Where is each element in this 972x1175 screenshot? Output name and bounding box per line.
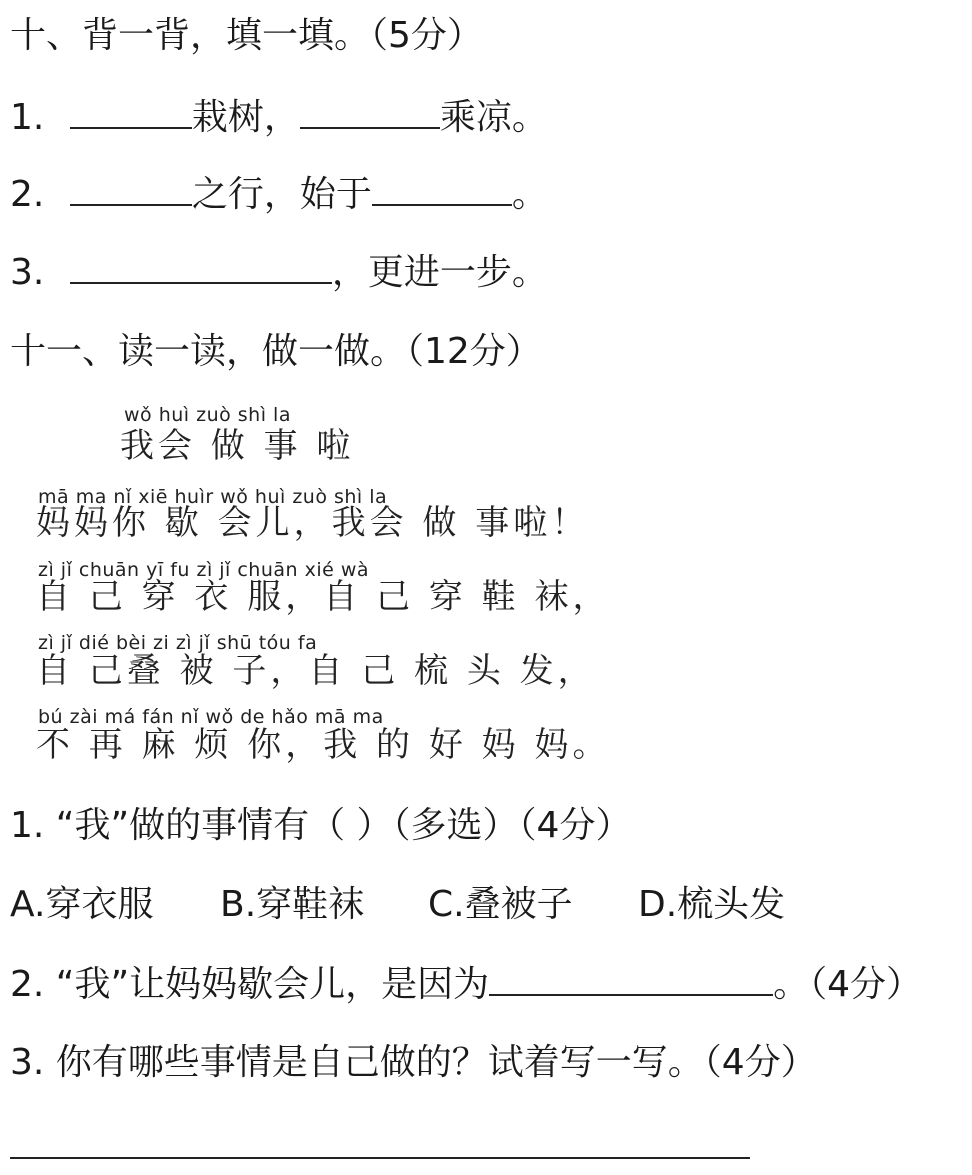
question-number: 3. — [10, 252, 45, 293]
fill-blank[interactable] — [489, 964, 773, 996]
answer-line[interactable] — [10, 1157, 750, 1159]
fill-blank[interactable] — [300, 97, 440, 129]
poem-line-pinyin: mā ma nǐ xiē huìr wǒ huì zuò shì la — [38, 486, 388, 508]
fill-blank[interactable] — [70, 97, 192, 129]
poem-title-pinyin: wǒ huì zuò shì la — [124, 404, 291, 426]
poem-line: 自 己 穿 衣 服，自 己 穿 鞋 袜， — [36, 577, 611, 617]
option-b[interactable]: B.穿鞋袜 — [220, 884, 365, 925]
question-number: 2. — [10, 174, 45, 215]
option-c[interactable]: C.叠被子 — [428, 884, 573, 925]
question-10-2 — [10, 173, 548, 217]
question-number: 1. — [10, 97, 45, 138]
poem-line-pinyin: zì jǐ dié bèi zi zì jǐ shū tóu fa — [38, 632, 318, 654]
poem-line: 不 再 麻 烦 你，我 的 好 妈 妈。 — [36, 725, 611, 765]
question-text: 。 — [511, 174, 548, 215]
question-text: 2. “我”让妈妈歇会儿，是因为 — [10, 964, 490, 1005]
question-text: 栽树， — [191, 97, 300, 138]
question-text: 乘凉。 — [439, 97, 548, 138]
fill-blank[interactable] — [70, 252, 332, 284]
question-text: ，更进一步。 — [331, 252, 548, 293]
section-10-title: 十、背一背，填一填。（5分） — [10, 15, 483, 56]
option-a[interactable]: A.穿衣服 — [10, 884, 154, 925]
question-11-1: 1. “我”做的事情有（ ）（多选）（4分） — [10, 805, 632, 846]
poem-line: 妈妈你 歇 会儿，我会 做 事啦！ — [36, 503, 590, 543]
poem-line-pinyin: bú zài má fán nǐ wǒ de hǎo mā ma — [38, 706, 384, 728]
fill-blank[interactable] — [70, 174, 192, 206]
fill-blank[interactable] — [372, 174, 512, 206]
question-11-3: 3. 你有哪些事情是自己做的？试着写一写。（4分） — [10, 1042, 817, 1083]
question-text: 。（4分） — [773, 964, 922, 1005]
question-11-2 — [10, 963, 922, 1007]
option-d[interactable]: D.梳头发 — [638, 884, 786, 925]
poem-line: 自 己叠 被 子，自 己 梳 头 发， — [36, 651, 596, 691]
question-10-1 — [10, 96, 548, 140]
poem-line-pinyin: zì jǐ chuān yī fu zì jǐ chuān xié wà — [38, 559, 370, 581]
question-10-3 — [10, 251, 548, 295]
section-11-title: 十一、读一读，做一做。（12分） — [10, 331, 542, 372]
question-text: 之行，始于 — [191, 174, 372, 215]
poem-title: 我会 做 事 啦 — [120, 426, 355, 466]
